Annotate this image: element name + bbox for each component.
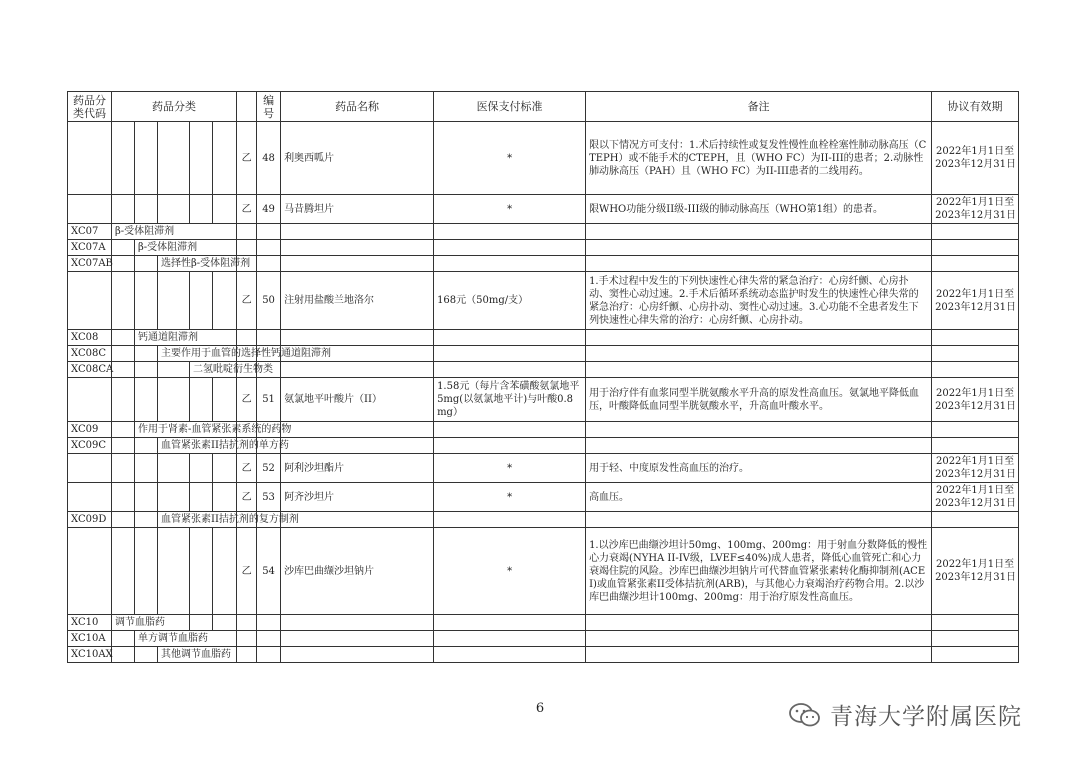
category-code: XC09D	[68, 512, 112, 528]
category-label: 单方调节血脂药	[135, 631, 237, 647]
header-standard: 医保支付标准	[434, 92, 586, 122]
number-cell: 50	[257, 272, 281, 330]
validity-cell: 2022年1月1日至 2023年12月31日	[932, 122, 1019, 195]
category-row	[68, 615, 1019, 631]
grade-cell: 乙	[237, 528, 257, 615]
watermark	[788, 698, 1022, 731]
standard-cell: *	[434, 483, 586, 512]
category-row	[68, 346, 1019, 362]
category-label: β-受体阻滞剂	[112, 224, 237, 240]
category-row	[68, 240, 1019, 256]
standard-cell: *	[434, 454, 586, 483]
category-row	[68, 330, 1019, 346]
number-cell: 48	[257, 122, 281, 195]
category-row	[68, 512, 1019, 528]
category-code: XC10A	[68, 631, 112, 647]
category-code: XC08C	[68, 346, 112, 362]
drug-name-cell: 沙库巴曲缬沙坦钠片	[281, 528, 434, 615]
category-code: XC09	[68, 422, 112, 438]
header-number: 编号	[257, 92, 281, 122]
category-row	[68, 362, 1019, 378]
category-label: 血管紧张素II拮抗剂的单方药	[158, 438, 237, 454]
category-row	[68, 224, 1019, 240]
header-validity: 协议有效期	[932, 92, 1019, 122]
category-row	[68, 256, 1019, 272]
table-row	[68, 195, 1019, 224]
standard-cell: 168元（50mg/支）	[434, 272, 586, 330]
category-code: XC10	[68, 615, 112, 631]
header-note: 备注	[586, 92, 932, 122]
number-cell: 52	[257, 454, 281, 483]
note-cell: 高血压。	[586, 483, 932, 512]
drug-catalog-table	[67, 91, 1019, 663]
drug-name-cell: 阿利沙坦酯片	[281, 454, 434, 483]
page-number: 6	[535, 701, 545, 716]
drug-name-cell: 利奥西呱片	[281, 122, 434, 195]
category-label: 主要作用于血管的选择性钙通道阻滞剂	[158, 346, 237, 362]
table-row	[68, 272, 1019, 330]
category-row	[68, 422, 1019, 438]
category-row	[68, 438, 1019, 454]
note-cell: 用于治疗伴有血浆同型半胱氨酸水平升高的原发性高血压。氨氯地平降低血压，叶酸降低血同型半胱氨酸水平，升高血叶酸水平。	[586, 378, 932, 422]
grade-cell: 乙	[237, 122, 257, 195]
drug-name-cell: 阿齐沙坦片	[281, 483, 434, 512]
category-label: β-受体阻滞剂	[135, 240, 237, 256]
validity-cell: 2022年1月1日至 2023年12月31日	[932, 272, 1019, 330]
category-label: 血管紧张素II拮抗剂的复方制剂	[158, 512, 237, 528]
category-label: 钙通道阻滞剂	[135, 330, 237, 346]
category-code: XC10AX	[68, 647, 112, 663]
validity-cell: 2022年1月1日至 2023年12月31日	[932, 195, 1019, 224]
standard-cell: 1.58元（每片含苯磺酸氨氯地平5mg(以氨氯地平计)与叶酸0.8mg）	[434, 378, 586, 422]
category-code: XC08	[68, 330, 112, 346]
standard-cell: *	[434, 195, 586, 224]
drug-name-cell: 注射用盐酸兰地洛尔	[281, 272, 434, 330]
grade-cell: 乙	[237, 454, 257, 483]
note-cell: 1.以沙库巴曲缬沙坦计50mg、100mg、200mg：用于射血分数降低的慢性心力衰竭(NYHA II-IV级，LVEF≤40%)成人患者，降低心血管死亡和心力衰竭住院的风险。沙库巴曲缬沙坦钠片可代替血管紧张素转化酶抑制剂(ACEI)或血管紧张素II受体拮抗剂(ARB)，与其他心力衰竭治疗药物合用。2.以沙库巴曲缬沙坦计100mg、200mg：用于治疗原发性高血压。	[586, 528, 932, 615]
number-cell: 53	[257, 483, 281, 512]
validity-cell: 2022年1月1日至 2023年12月31日	[932, 454, 1019, 483]
note-cell: 1.手术过程中发生的下列快速性心律失常的紧急治疗：心房纤颤、心房扑动、窦性心动过速。2.手术后循环系统动态监护时发生的快速性心律失常的紧急治疗：心房纤颤、心房扑动、窦性心动过速。3.心功能不全患者发生下列快速性心律失常的治疗：心房纤颤、心房扑动。	[586, 272, 932, 330]
category-label: 调节血脂药	[112, 615, 190, 631]
table-row	[68, 528, 1019, 615]
validity-cell: 2022年1月1日至 2023年12月31日	[932, 378, 1019, 422]
table-row	[68, 483, 1019, 512]
watermark-text: 青海大学附属医院	[830, 704, 1022, 730]
category-code: XC07A	[68, 240, 112, 256]
category-label: 其他调节血脂药	[158, 647, 237, 663]
category-row	[68, 647, 1019, 663]
table-row	[68, 454, 1019, 483]
note-cell: 限WHO功能分级II级-III级的肺动脉高压（WHO第1组）的患者。	[586, 195, 932, 224]
drug-name-cell: 氨氯地平叶酸片（II）	[281, 378, 434, 422]
category-label: 作用于肾素-血管紧张素系统的药物	[135, 422, 237, 438]
note-cell: 用于轻、中度原发性高血压的治疗。	[586, 454, 932, 483]
drug-name-cell: 马昔腾坦片	[281, 195, 434, 224]
validity-cell: 2022年1月1日至 2023年12月31日	[932, 528, 1019, 615]
header-name: 药品名称	[281, 92, 434, 122]
note-cell: 限以下情况方可支付：1.术后持续性或复发性慢性血栓栓塞性肺动脉高压（CTEPH）或不能手术的CTEPH，且（WHO FC）为II-III的患者；2.动脉性肺动脉高压（PAH）且（WHO FC）为II-III患者的二线用药。	[586, 122, 932, 195]
standard-cell: *	[434, 122, 586, 195]
grade-cell: 乙	[237, 483, 257, 512]
category-code: XC07AB	[68, 256, 112, 272]
standard-cell: *	[434, 528, 586, 615]
table-row	[68, 378, 1019, 422]
grade-cell: 乙	[237, 378, 257, 422]
number-cell: 51	[257, 378, 281, 422]
header-code: 药品分类代码	[68, 92, 112, 122]
number-cell: 54	[257, 528, 281, 615]
number-cell: 49	[257, 195, 281, 224]
grade-cell: 乙	[237, 272, 257, 330]
header-row	[68, 92, 1019, 122]
wechat-icon	[788, 702, 822, 728]
validity-cell: 2022年1月1日至 2023年12月31日	[932, 483, 1019, 512]
category-code: XC08CA	[68, 362, 112, 378]
category-code: XC09C	[68, 438, 112, 454]
category-label: 二氢吡啶衍生物类	[190, 362, 237, 378]
category-code: XC07	[68, 224, 112, 240]
category-label: 选择性β-受体阻滞剂	[158, 256, 237, 272]
header-grade	[237, 92, 257, 122]
category-row	[68, 631, 1019, 647]
table-row	[68, 122, 1019, 195]
grade-cell: 乙	[237, 195, 257, 224]
header-category: 药品分类	[112, 92, 237, 122]
